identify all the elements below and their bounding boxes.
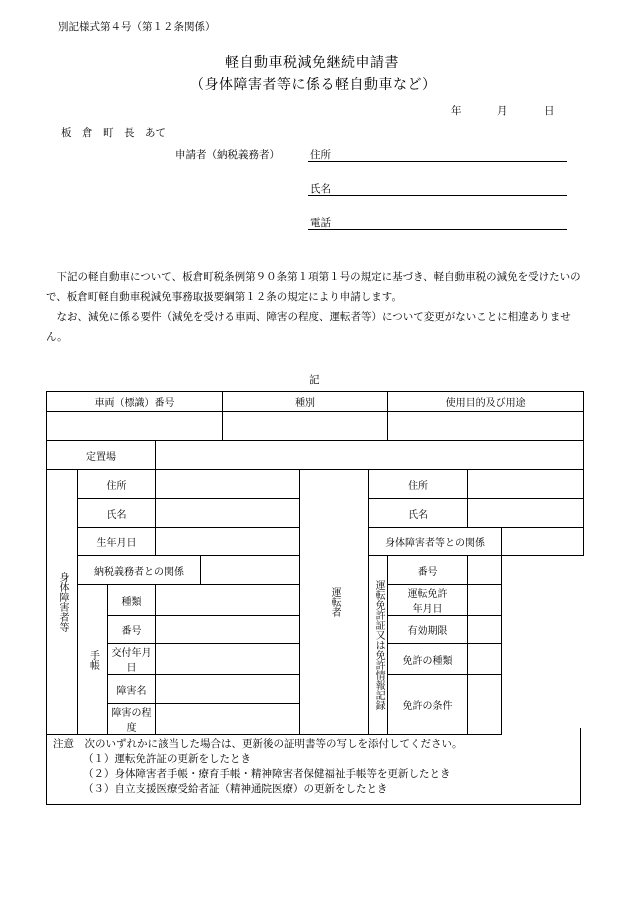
birth-date-value[interactable] — [156, 528, 300, 556]
hb-issue-date-value[interactable] — [156, 644, 300, 675]
applicant-phone-label: 電話 — [310, 217, 331, 229]
license-group-label: 運転免許証又は免許情報記録 — [369, 556, 388, 735]
license-date-value[interactable] — [468, 585, 502, 616]
storage-place-value[interactable] — [156, 441, 584, 470]
hb-disability-name-label: 障害名 — [108, 675, 156, 704]
license-kind-value[interactable] — [468, 644, 502, 675]
body-text — [46, 267, 586, 347]
disabled-address-label: 住所 — [78, 470, 156, 499]
license-expiry-value[interactable] — [468, 616, 502, 644]
license-number-label: 番号 — [388, 556, 468, 585]
application-table — [46, 391, 584, 735]
hdr-type: 種別 — [223, 392, 388, 412]
applicant-address-line[interactable] — [308, 161, 567, 162]
driver-address-label: 住所 — [369, 470, 468, 499]
taxpayer-relation-value[interactable] — [201, 556, 300, 585]
license-number-value[interactable] — [468, 556, 502, 585]
license-conditions-label: 免許の条件 — [388, 675, 468, 735]
storage-place-label: 定置場 — [47, 441, 156, 470]
license-date-label: 運転免許 年月日 — [388, 585, 468, 616]
date-month: 月 — [497, 105, 508, 117]
date-day: 日 — [544, 105, 555, 117]
notes-box — [46, 728, 581, 805]
taxpayer-relation-label: 納税義務者との関係 — [78, 556, 201, 585]
type-value[interactable] — [223, 412, 388, 441]
driver-name-label: 氏名 — [369, 499, 468, 528]
hb-type-value[interactable] — [156, 585, 300, 616]
disabled-name-label: 氏名 — [78, 499, 156, 528]
applicant-name-line[interactable] — [308, 195, 567, 196]
title-line1: 軽自動車税減免継続申請書 — [225, 55, 399, 71]
hb-disability-name-value[interactable] — [156, 675, 300, 704]
applicant-label: 申請者（納税義務者） — [175, 149, 280, 161]
birth-date-label: 生年月日 — [78, 528, 156, 556]
hb-number-label: 番号 — [108, 616, 156, 644]
ki-label: 記 — [309, 374, 320, 386]
license-kind-label: 免許の種類 — [388, 644, 468, 675]
date-year: 年 — [451, 105, 462, 117]
license-expiry-label: 有効期限 — [388, 616, 468, 644]
body-paragraph-2: なお、減免に係る要件（減免を受ける車両、障害の程度、運転者等）について変更がないことに相違ありません。 — [46, 311, 571, 343]
hdr-purpose: 使用目的及び用途 — [388, 392, 584, 412]
license-conditions-value[interactable] — [468, 675, 502, 735]
purpose-value[interactable] — [388, 412, 584, 441]
notes-item-3: （３）自立支援医療受給者証（精神通院医療）の更新をしたとき — [83, 783, 388, 795]
disabled-address-value[interactable] — [156, 470, 300, 499]
notes-item-1: （１）運転免許証の更新をしたとき — [83, 753, 251, 765]
driver-address-value[interactable] — [468, 470, 584, 499]
title-line2: （身体障害者等に係る軽自動車など） — [190, 77, 437, 93]
hb-number-value[interactable] — [156, 616, 300, 644]
hb-issue-date-label: 交付年月日 — [108, 644, 156, 675]
body-paragraph-1: 下記の軽自動車について、板倉町税条例第９０条第１項第１号の規定に基づき、軽自動車税の減免を受けたいので、板倉町軽自動車税減免事務取扱要綱第１２条の規定により申請します。 — [46, 271, 581, 303]
hb-type-label: 種類 — [108, 585, 156, 616]
disabled-name-value[interactable] — [156, 499, 300, 528]
hdr-vehicle-number: 車両（標識）番号 — [47, 392, 223, 412]
hb-disability-degree-label: 障害の程度 — [108, 704, 156, 735]
vehicle-number-value[interactable] — [47, 412, 223, 441]
form-number: 別記様式第４号（第１２条関係） — [58, 21, 216, 33]
notes-item-2: （２）身体障害者手帳・療育手帳・精神障害者保健福祉手帳等を更新したとき — [83, 768, 451, 780]
handbook-group-label: 手帳 — [78, 585, 108, 735]
applicant-address-label: 住所 — [310, 149, 331, 161]
notes-head: 注意 次のいずれかに該当した場合は、更新後の証明書等の写しを添付してください。 — [53, 738, 463, 750]
applicant-name-label: 氏名 — [310, 183, 331, 195]
driver-relation-label: 身体障害者等との関係 — [369, 528, 502, 556]
applicant-phone-line[interactable] — [308, 229, 567, 230]
disabled-group-label: 身体障害者等 — [47, 470, 78, 735]
addressee: 板 倉 町 長 あて — [61, 127, 166, 139]
driver-name-value[interactable] — [468, 499, 584, 528]
driver-group-label: 運転者 — [300, 470, 369, 735]
driver-relation-value[interactable] — [502, 528, 584, 556]
